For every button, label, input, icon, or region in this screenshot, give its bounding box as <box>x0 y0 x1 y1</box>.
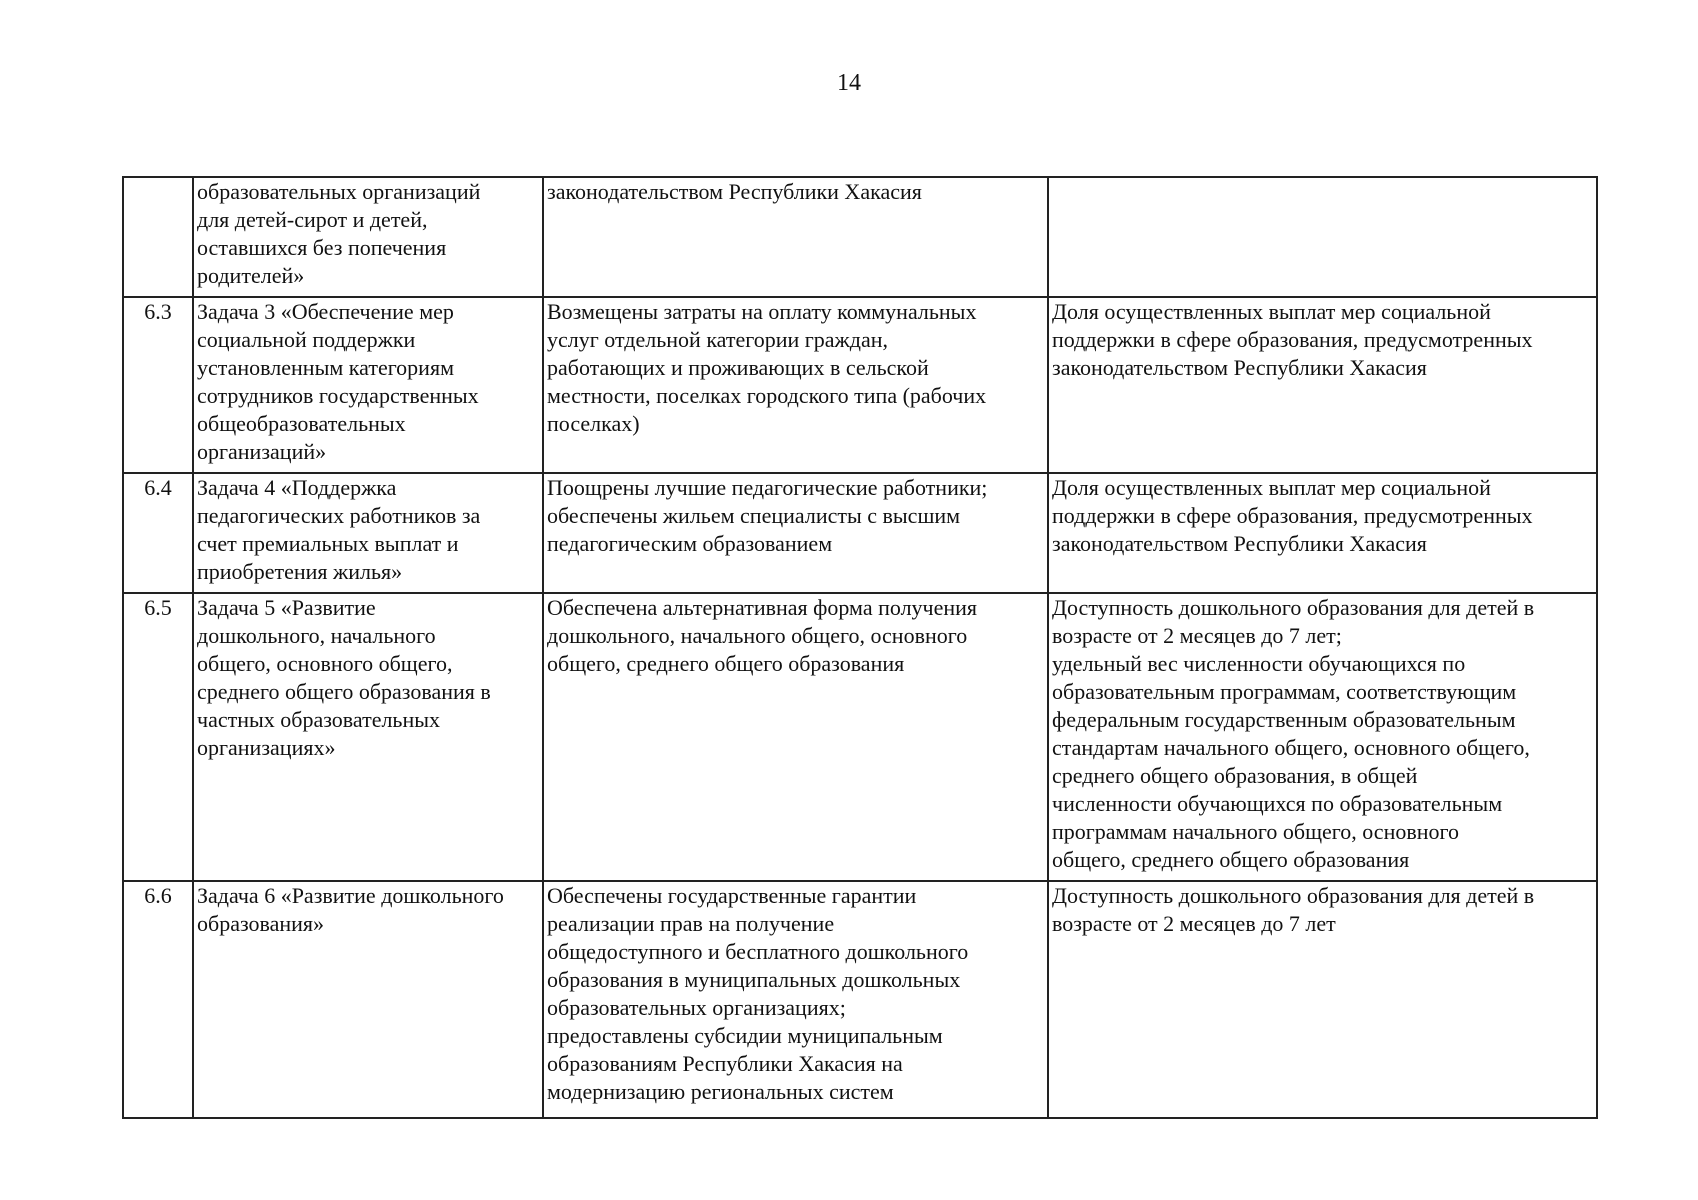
indicator-cell: Доступность дошкольного образования для детей в возрасте от 2 месяцев до 7 лет; удельный вес численности обучающихся по образовательным программам, соответствующим федеральным государственным образовательным стандартам начального общего, основного общего, среднего общего образования, в общей численности обучающихся по образовательным программам начального общего, основного общего, среднего общего образования <box>1048 593 1597 881</box>
task-cell: Задача 6 «Развитие дошкольного образования» <box>193 881 543 1118</box>
table-row <box>123 177 1597 297</box>
page-number: 14 <box>837 70 861 96</box>
task-cell: образовательных организаций для детей-сирот и детей, оставшихся без попечения родителей» <box>193 177 543 297</box>
row-number: 6.6 <box>123 881 193 1118</box>
row-number: 6.5 <box>123 593 193 881</box>
table-row <box>123 473 1597 593</box>
result-cell: законодательством Республики Хакасия <box>543 177 1048 297</box>
indicator-cell: Доступность дошкольного образования для детей в возрасте от 2 месяцев до 7 лет <box>1048 881 1597 1118</box>
result-cell: Возмещены затраты на оплату коммунальных услуг отдельной категории граждан, работающих и проживающих в сельской местности, поселках городского типа (рабочих поселках) <box>543 297 1048 473</box>
program-tasks-table <box>122 176 1598 1119</box>
indicator-cell <box>1048 177 1597 297</box>
indicator-cell: Доля осуществленных выплат мер социальной поддержки в сфере образования, предусмотренных законодательством Республики Хакасия <box>1048 297 1597 473</box>
result-cell: Обеспечена альтернативная форма получения дошкольного, начального общего, основного общего, среднего общего образования <box>543 593 1048 881</box>
table-row <box>123 593 1597 881</box>
result-cell: Обеспечены государственные гарантии реализации прав на получение общедоступного и бесплатного дошкольного образования в муниципальных дошкольных образовательных организациях; предоставлены субсидии муниципальным образованиям Республики Хакасия на модернизацию региональных систем <box>543 881 1048 1118</box>
table-row <box>123 881 1597 1118</box>
indicator-cell: Доля осуществленных выплат мер социальной поддержки в сфере образования, предусмотренных законодательством Республики Хакасия <box>1048 473 1597 593</box>
task-cell: Задача 4 «Поддержка педагогических работников за счет премиальных выплат и приобретения жилья» <box>193 473 543 593</box>
row-number: 6.4 <box>123 473 193 593</box>
result-cell: Поощрены лучшие педагогические работники; обеспечены жильем специалисты с высшим педагогическим образованием <box>543 473 1048 593</box>
table-row <box>123 297 1597 473</box>
task-cell: Задача 5 «Развитие дошкольного, начального общего, основного общего, среднего общего образования в частных образовательных организациях» <box>193 593 543 881</box>
task-cell: Задача 3 «Обеспечение мер социальной поддержки установленным категориям сотрудников государственных общеобразовательных организаций» <box>193 297 543 473</box>
row-number: 6.3 <box>123 297 193 473</box>
row-number <box>123 177 193 297</box>
